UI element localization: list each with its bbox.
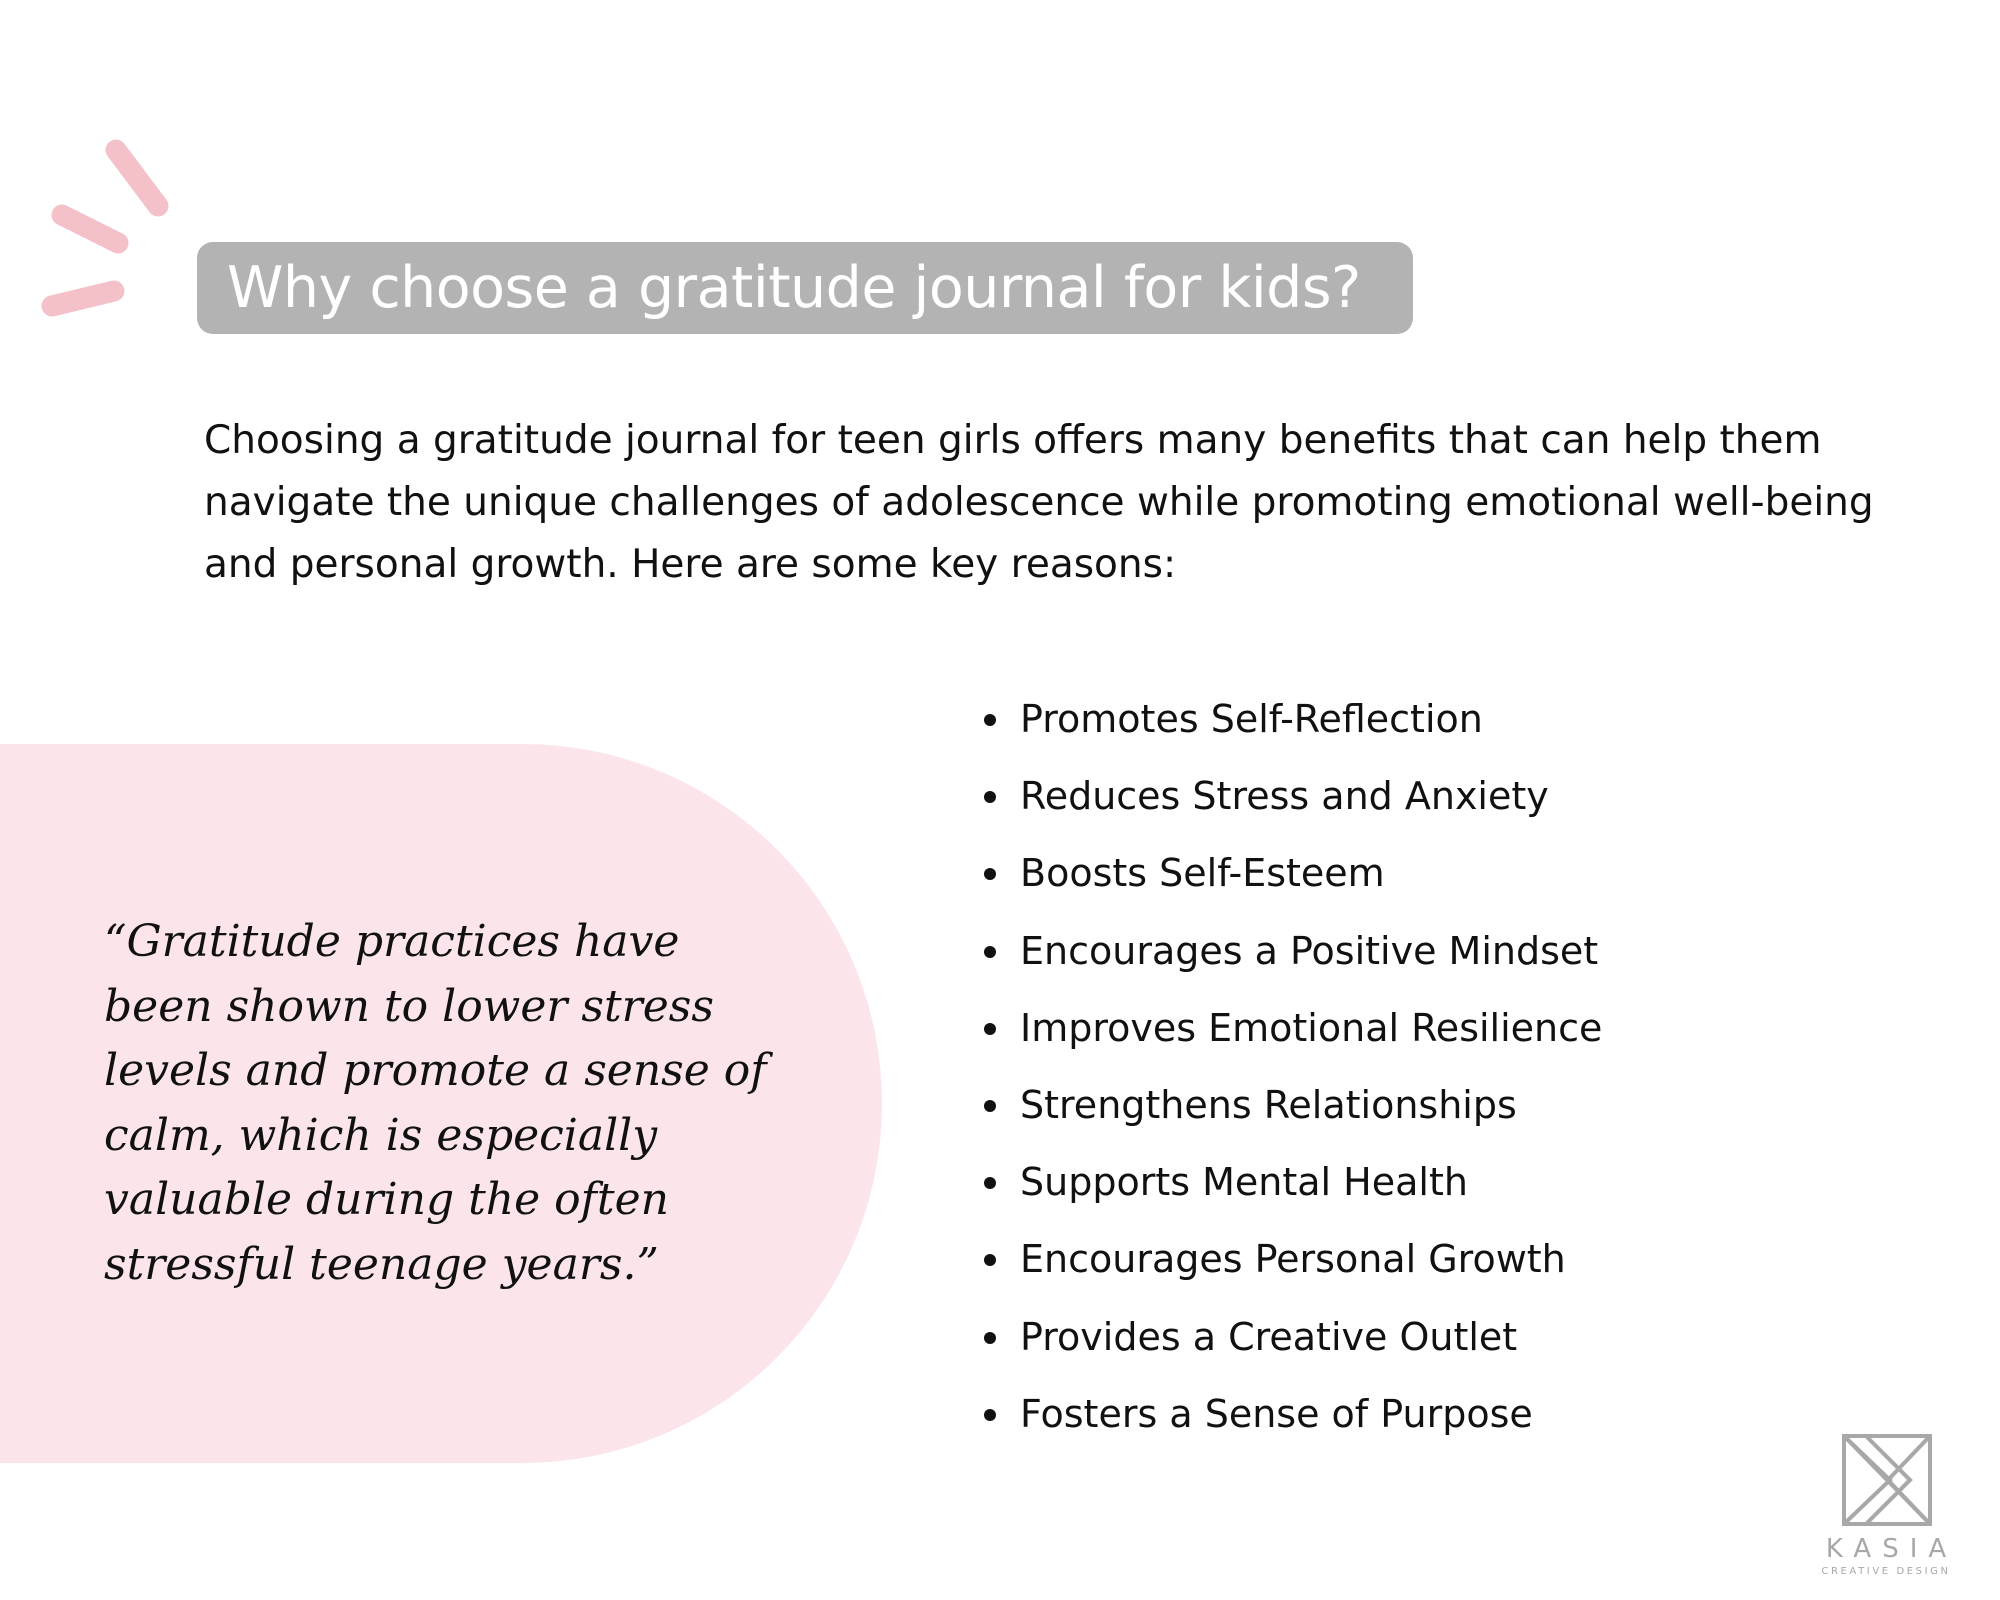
reason-list-item — [980, 1226, 1602, 1303]
reason-label: Reduces Stress and Anxiety — [1020, 774, 1549, 819]
reason-label: Strengthens Relationships — [1020, 1082, 1517, 1127]
title-banner — [197, 242, 1413, 334]
reasons-list — [980, 686, 1602, 1458]
bullet-icon — [984, 714, 996, 726]
reason-label: Boosts Self-Esteem — [1020, 851, 1385, 896]
reason-list-item — [980, 840, 1602, 917]
bullet-icon — [984, 868, 996, 880]
logo-name: KASIA — [1825, 1534, 1958, 1564]
reason-label: Encourages a Positive Mindset — [1020, 928, 1599, 973]
accent-burst-icon — [40, 130, 180, 320]
reason-label: Fosters a Sense of Purpose — [1020, 1391, 1533, 1436]
intro-paragraph: Choosing a gratitude journal for teen girls offers many benefits that can help them navigate the unique challenges of adolescence while promoting emotional well-being and personal growth. Here are some key reasons: — [204, 418, 1874, 587]
kasia-logo-icon — [1842, 1434, 1932, 1526]
reason-list-item — [980, 1149, 1602, 1226]
bullet-icon — [984, 1177, 996, 1189]
bullet-icon — [984, 791, 996, 803]
bullet-icon — [984, 1409, 996, 1421]
reason-list-item — [980, 918, 1602, 995]
bullet-icon — [984, 1023, 996, 1035]
reason-list-item — [980, 763, 1602, 840]
reason-label: Provides a Creative Outlet — [1020, 1314, 1518, 1359]
bullet-icon — [984, 1332, 996, 1344]
quote-text: “Gratitude practices have been shown to lower stress levels and promote a sense of calm, which is especially valuable during the often stressful teenage years.” — [104, 916, 767, 1290]
reason-label: Improves Emotional Resilience — [1020, 1005, 1603, 1050]
reason-list-item — [980, 995, 1602, 1072]
reason-label: Supports Mental Health — [1020, 1160, 1468, 1205]
reason-label: Encourages Personal Growth — [1020, 1237, 1566, 1282]
bullet-icon — [984, 1254, 996, 1266]
bullet-icon — [984, 1100, 996, 1112]
brand-logo — [1806, 1434, 1966, 1584]
reason-list-item — [980, 1072, 1602, 1149]
reason-list-item — [980, 1304, 1602, 1381]
reason-label: Promotes Self-Reflection — [1020, 697, 1483, 741]
reason-list-item — [980, 686, 1602, 763]
page-title: Why choose a gratitude journal for kids? — [227, 254, 1361, 321]
logo-tagline: CREATIVE DESIGN — [1821, 1566, 1951, 1577]
reason-list-item — [980, 1381, 1602, 1458]
bullet-icon — [984, 946, 996, 958]
